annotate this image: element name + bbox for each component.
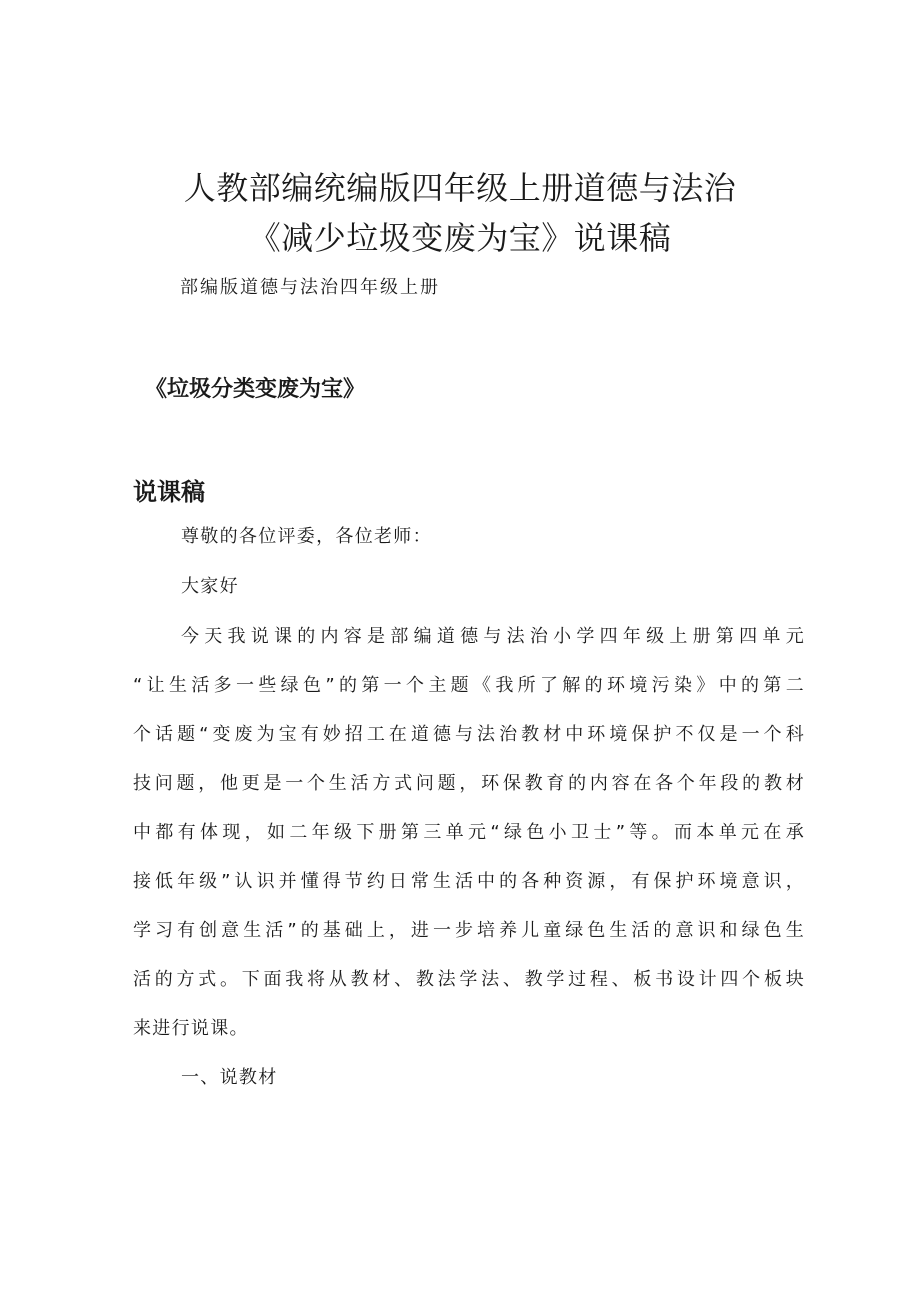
paragraph-line: 今天我说课的内容是部编道德与法治小学四年级上册第四单元 xyxy=(181,626,805,647)
greeting: 尊敬的各位评委，各位老师： xyxy=(181,526,432,547)
lesson-topic: 《垃圾分类变废为宝》 xyxy=(145,377,366,402)
paragraph-line: 技问题，他更是一个生活方式问题，环保教育的内容在各个年段的教材 xyxy=(133,773,805,794)
document-subtitle: 部编版道德与法治四年级上册 xyxy=(180,277,440,298)
paragraph-line: 来进行说课。 xyxy=(133,1018,249,1039)
document-title-line-1: 人教部编统编版四年级上册道德与法治 xyxy=(183,169,737,207)
paragraph-line: “让生活多一些绿色”的第一个主题《我所了解的环境污染》中的第二 xyxy=(133,675,805,696)
paragraph-line: 中都有体现，如二年级下册第三单元“绿色小卫士”等。而本单元在承 xyxy=(133,822,805,843)
paragraph-line: 接低年级”认识并懂得节约日常生活中的各种资源，有保护环境意识， xyxy=(133,871,805,892)
section-heading: 说课稿 xyxy=(133,478,205,506)
document-title-line-2: 《减少垃圾变废为宝》说课稿 xyxy=(248,219,672,257)
part-one-heading: 一、说教材 xyxy=(181,1067,278,1088)
hello: 大家好 xyxy=(181,576,239,597)
paragraph-line: 学习有创意生活”的基础上，进一步培养儿童绿色生活的意识和绿色生 xyxy=(133,920,805,941)
paragraph-line: 活的方式。下面我将从教材、教法学法、教学过程、板书设计四个板块 xyxy=(133,969,805,990)
paragraph-line: 个话题“变废为宝有妙招工在道德与法治教材中环境保护不仅是一个科 xyxy=(133,724,805,745)
